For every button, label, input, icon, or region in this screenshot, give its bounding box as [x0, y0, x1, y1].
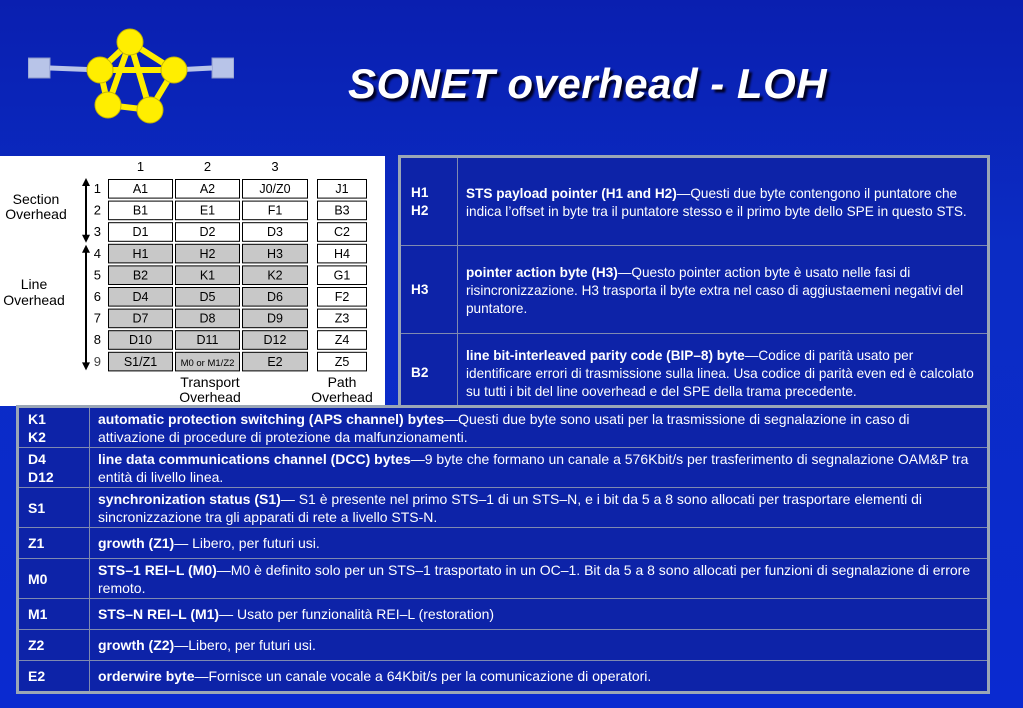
byte-description — [90, 448, 989, 488]
path-overhead-label: Path — [327, 374, 357, 390]
top-table-row — [400, 334, 989, 414]
byte-code: H1 H2 — [400, 157, 458, 246]
byte-code: D4 D12 — [18, 448, 90, 488]
byte-text: —Libero, per futuri usi. — [174, 637, 316, 653]
byte-term: STS–1 REI–L (M0) — [98, 561, 217, 578]
row-number: 6 — [93, 289, 101, 304]
bottom-table-row — [18, 599, 989, 630]
path-cell-label: Z4 — [334, 333, 350, 348]
byte-text: —9 byte che formano un canale a 576Kbit/s per trasferimento di segnalazione OAM&P tra entità di livello linea. — [98, 450, 969, 485]
byte-description — [90, 559, 989, 599]
byte-text: — Usato per funzionalità REI–L (restoration) — [219, 606, 495, 622]
path-cell-label: H4 — [334, 246, 350, 261]
path-cell-label: G1 — [333, 268, 351, 283]
bottom-table-row — [18, 448, 989, 488]
transport-cell-label: D7 — [132, 311, 149, 326]
network-logo-icon — [28, 26, 234, 126]
byte-text: — Libero, per futuri usi. — [174, 535, 320, 551]
transport-cell-label: D4 — [132, 290, 149, 304]
byte-code: B2 — [400, 334, 458, 414]
byte-description — [458, 246, 989, 334]
path-cell-label: Z5 — [334, 354, 350, 369]
arrow-head-down — [82, 362, 90, 370]
byte-term: synchronization status (S1) — [98, 490, 281, 507]
byte-term: orderwire byte — [98, 668, 195, 684]
section-overhead-label: Overhead — [5, 206, 67, 222]
section-overhead-label: Section — [12, 191, 60, 207]
row-number: 3 — [93, 224, 101, 240]
byte-description — [90, 488, 989, 528]
row-number: 7 — [93, 310, 101, 326]
page-title: SONET overhead - LOH — [348, 60, 828, 107]
bottom-table-row — [18, 407, 989, 448]
bottom-table-row — [18, 559, 989, 599]
transport-cell-label: H3 — [267, 246, 283, 261]
transport-cell-label: D6 — [267, 290, 283, 304]
transport-cell-label: A1 — [132, 182, 149, 196]
row-number: 5 — [93, 267, 101, 283]
byte-term: STS–N REI–L (M1) — [98, 606, 220, 622]
bottom-table-row — [18, 661, 989, 693]
byte-code: K1 K2 — [18, 407, 90, 448]
arrow-head-up — [82, 245, 90, 253]
byte-description — [90, 661, 989, 693]
bottom-table-row — [18, 528, 989, 559]
transport-cell-label: E2 — [267, 354, 283, 369]
arrow-head-down — [82, 235, 90, 243]
row-number: 8 — [93, 332, 101, 348]
path-cell-label: C2 — [334, 225, 350, 240]
bottom-table-row — [18, 630, 989, 661]
row-number: 2 — [93, 202, 101, 218]
bottom-table-row — [18, 488, 989, 528]
transport-cell-label: A2 — [199, 182, 216, 196]
byte-code: Z2 — [18, 630, 90, 661]
byte-text: —M0 è definito solo per un STS–1 trasportato in un OC–1. Bit da 5 a 8 sono allocati per funzioni di segnalazione di errore remoto. — [98, 561, 971, 596]
sonet-frame-diagram — [0, 156, 385, 406]
transport-cell-label: B1 — [132, 203, 149, 218]
transport-cell-label: D11 — [196, 333, 219, 348]
transport-cell-label: D3 — [267, 225, 283, 240]
byte-term: growth (Z1) — [98, 535, 175, 551]
column-number: 2 — [203, 159, 212, 174]
transport-cell-label: D12 — [263, 333, 287, 348]
transport-cell-label: D8 — [199, 311, 216, 326]
bottom-overhead-table — [16, 405, 990, 694]
transport-cell-label: K1 — [199, 268, 216, 283]
line-overhead-label: Overhead — [3, 292, 65, 308]
transport-cell-label: D9 — [267, 311, 283, 326]
byte-text: —Questi due byte contengono il puntatore che indica l’offset in byte tra il puntatore stesso e il primo byte dello SPE in questo STS. — [466, 185, 967, 219]
transport-cell-label: M0 or M1/Z2 — [180, 357, 235, 369]
byte-description — [458, 334, 989, 414]
byte-text: —Questo pointer action byte è usato nelle fasi di risincronizzazione. H3 trasporta il byte extra nel caso di aggiustaemeni negativi del puntatore. — [466, 264, 964, 316]
byte-description — [458, 157, 989, 246]
transport-cell-label: J0/Z0 — [259, 182, 291, 196]
byte-term: STS payload pointer (H1 and H2) — [466, 185, 677, 201]
transport-cell-label: E1 — [199, 203, 216, 218]
byte-text: —Questi due byte sono usati per la trasmissione di segnalazione in caso di attivazione di procedure di protezione da malfunzionamenti. — [98, 410, 910, 445]
row-number: 9 — [93, 353, 101, 369]
byte-text: —Fornisce un canale vocale a 64Kbit/s per la comunicazione di operatori. — [194, 668, 652, 684]
byte-code: H3 — [400, 246, 458, 334]
byte-term: line data communications channel (DCC) bytes — [98, 450, 411, 467]
transport-cell-label: H2 — [199, 246, 216, 261]
byte-description — [90, 528, 989, 559]
byte-term: line bit-interleaved parity code (BIP–8) byte — [466, 348, 745, 363]
line-overhead-label: Line — [20, 276, 48, 292]
byte-term: pointer action byte (H3) — [466, 264, 618, 280]
transport-cell-label: S1/Z1 — [123, 354, 158, 369]
byte-description — [90, 630, 989, 661]
byte-text: — S1 è presente nel primo STS–1 di un STS–N, e i bit da 5 a 8 sono allocati per trasportare elementi di sincronizzazione tra gli apparati di rete a livello STS-N. — [98, 490, 923, 525]
byte-term: automatic protection switching (APS channel) bytes — [98, 410, 445, 427]
transport-cell-label: B2 — [132, 268, 149, 283]
transport-overhead-label: Overhead — [179, 389, 241, 405]
byte-code: Z1 — [18, 528, 90, 559]
byte-code: M1 — [18, 599, 90, 630]
byte-description — [90, 599, 989, 630]
path-cell-label: B3 — [334, 203, 350, 218]
column-number: 1 — [136, 159, 145, 174]
transport-cell-label: D10 — [129, 333, 152, 348]
transport-cell-label: D1 — [132, 225, 149, 240]
byte-text: —Codice di parità usato per identificare errori di trasmissione sulla linea. Usa codice di parità even ed è calcolato su tutti i bit del line ooverhead e del SPE della trama precedente. — [466, 348, 974, 399]
byte-code: S1 — [18, 488, 90, 528]
transport-cell-label: K2 — [267, 268, 283, 283]
transport-cell-label: H1 — [132, 246, 149, 261]
row-number: 4 — [93, 245, 101, 261]
transport-cell-label: D5 — [199, 290, 216, 304]
arrow-head-up — [82, 178, 90, 186]
transport-overhead-label: Transport — [180, 374, 240, 390]
path-cell-label: Z3 — [334, 311, 350, 326]
top-overhead-table — [398, 155, 990, 415]
byte-term: growth (Z2) — [98, 637, 175, 653]
transport-cell-label: D2 — [199, 225, 216, 240]
path-cell-label: J1 — [335, 182, 349, 196]
byte-description — [90, 407, 989, 448]
column-number: 3 — [271, 159, 279, 174]
byte-code: M0 — [18, 559, 90, 599]
transport-cell-label: F1 — [267, 203, 283, 218]
top-table-row — [400, 157, 989, 246]
path-cell-label: F2 — [334, 290, 350, 304]
byte-code: E2 — [18, 661, 90, 693]
row-number: 1 — [93, 181, 101, 196]
path-overhead-label: Overhead — [311, 389, 373, 405]
top-table-row — [400, 246, 989, 334]
